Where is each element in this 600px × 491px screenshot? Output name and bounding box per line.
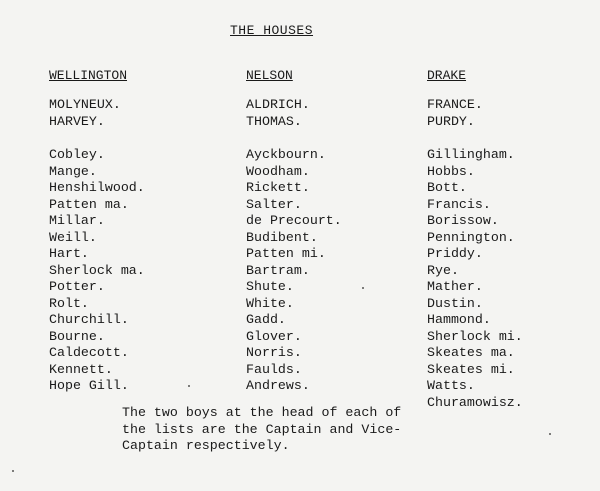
member-name: Sherlock ma. (49, 262, 145, 278)
captain-name: ALDRICH. (246, 97, 310, 112)
member-name: Potter. (49, 279, 105, 294)
house-heading: NELSON (246, 68, 293, 83)
member-name: Norris. (246, 345, 302, 360)
member-name: White. (246, 295, 294, 311)
member-name: Glover. (246, 328, 302, 344)
members-list (246, 147, 342, 395)
member-name: Shute. (246, 279, 294, 294)
member-name: Weill. (49, 229, 97, 245)
member-name: Andrews. (246, 378, 310, 393)
member-name: Rye. (427, 262, 459, 278)
member-name: Dustin. (427, 295, 483, 311)
footnote-line: The two boys at the head of each of (122, 405, 402, 420)
footnote-line: the lists are the Captain and Vice- (122, 421, 402, 437)
footnote-line: Captain respectively. (122, 438, 290, 453)
member-name: Gadd. (246, 312, 286, 327)
member-name: Budibent. (246, 229, 318, 245)
member-name: Mather. (427, 279, 483, 294)
member-name: Bourne. (49, 328, 105, 344)
members-list (49, 147, 145, 395)
member-name: Ayckbourn. (246, 147, 326, 162)
member-name: Cobley. (49, 147, 105, 162)
member-name: Rolt. (49, 295, 89, 311)
members-list (427, 147, 523, 411)
member-name: Skeates ma. (427, 345, 515, 360)
captains-list (49, 97, 121, 130)
member-name: de Precourt. (246, 213, 342, 228)
member-name: Sherlock mi. (427, 328, 523, 344)
paper-speck (12, 470, 14, 472)
captains-list (246, 97, 310, 130)
member-name: Caldecott. (49, 345, 129, 360)
member-name: Kennett. (49, 361, 113, 377)
member-name: Patten mi. (246, 246, 326, 261)
vice-captain-name: PURDY. (427, 113, 475, 129)
member-name: Francis. (427, 196, 491, 212)
member-name: Bartram. (246, 262, 310, 278)
member-name: Hart. (49, 246, 89, 261)
member-name: Hobbs. (427, 163, 475, 179)
member-name: Mange. (49, 163, 97, 179)
member-name: Skeates mi. (427, 361, 515, 377)
paper-speck (188, 385, 190, 387)
footnote (122, 405, 462, 455)
paper-speck (362, 287, 364, 289)
member-name: Salter. (246, 196, 302, 212)
member-name: Hope Gill. (49, 378, 129, 393)
captain-name: FRANCE. (427, 97, 483, 112)
vice-captain-name: THOMAS. (246, 113, 302, 129)
member-name: Watts. (427, 378, 475, 393)
member-name: Gillingham. (427, 147, 515, 162)
captain-name: MOLYNEUX. (49, 97, 121, 112)
member-name: Hammond. (427, 312, 491, 327)
member-name: Patten ma. (49, 196, 129, 212)
member-name: Faulds. (246, 361, 302, 377)
vice-captain-name: HARVEY. (49, 113, 105, 129)
page-title: THE HOUSES (230, 23, 314, 38)
member-name: Priddy. (427, 246, 483, 261)
member-name: Churchill. (49, 312, 129, 327)
member-name: Woodham. (246, 163, 310, 179)
member-name: Pennington. (427, 229, 515, 245)
house-heading: WELLINGTON (49, 68, 128, 83)
member-name: Henshilwood. (49, 180, 145, 195)
member-name: Bott. (427, 180, 467, 195)
member-name: Rickett. (246, 180, 310, 195)
paper-speck (549, 433, 551, 435)
member-name: Millar. (49, 213, 105, 228)
house-heading: DRAKE (427, 68, 467, 83)
member-name: Borissow. (427, 213, 499, 228)
member-name: Churamowisz. (427, 394, 523, 410)
captains-list (427, 97, 483, 130)
